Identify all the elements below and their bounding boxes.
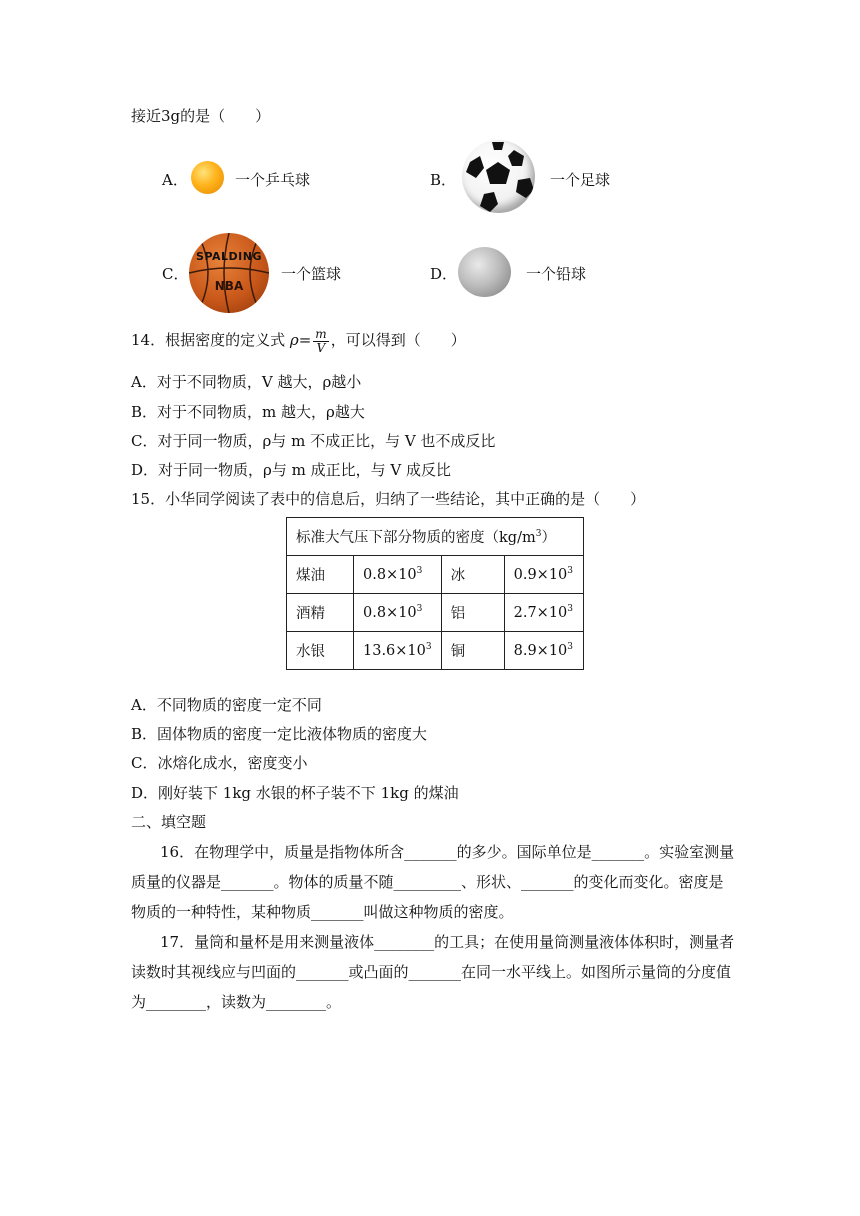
q15-option-b: B．固体物质的密度一定比液体物质的密度大	[131, 725, 428, 743]
q13-option-a-letter: A．	[162, 171, 188, 189]
q16-line-1: 16．在物理学中，质量是指物体所含_______的多少。国际单位是_______。实验室测量	[160, 843, 735, 861]
fraction-denominator: V	[316, 340, 326, 355]
q14-stem-post: ，可以得到（ ）	[330, 331, 466, 349]
q14-rho: ρ	[289, 331, 299, 349]
q14-number: 14．	[131, 331, 166, 349]
q13-option-d-letter: D．	[430, 265, 458, 283]
q14-option-a: A．对于不同物质，V 越大，ρ越小	[131, 373, 362, 391]
table-row	[287, 632, 584, 670]
table-row	[287, 518, 584, 556]
q17-line-3: 为________，读数为________。	[131, 993, 342, 1011]
table-cell: 煤油	[287, 556, 354, 594]
q17-line-2: 读数时其视线应与凹面的_______或凸面的_______在同一水平线上。如图所示量筒的分度值	[131, 963, 732, 981]
table-cell: $0.8\times 10^3$	[354, 594, 442, 632]
density-table	[286, 517, 584, 670]
q14-option-b: B．对于不同物质，m 越大，ρ越大	[131, 403, 365, 421]
section-heading-fill-in: 二、填空题	[131, 813, 207, 831]
q15-option-d: D．刚好装下 1kg 水银的杯子装不下 1kg 的煤油	[131, 784, 459, 802]
basketball-icon	[189, 233, 269, 313]
q17-line-1: 17．量筒和量杯是用来测量液体________的工具；在使用量筒测量液体体积时，测量者	[160, 933, 735, 951]
q13-option-b-letter: B．	[430, 171, 457, 189]
q16-line-2: 质量的仪器是_______。物体的质量不随_________、形状、_______的变化而变化。密度是	[131, 873, 724, 891]
q13-option-a-text: 一个乒乓球	[235, 171, 311, 189]
shot-put-icon	[458, 247, 511, 297]
q14-equals: =	[298, 331, 312, 349]
table-cell: 冰	[441, 556, 504, 594]
table-cell: $8.9\times 10^3$	[504, 632, 583, 670]
fraction-numerator: m	[315, 326, 327, 341]
table-cell: $13.6\times 10^3$	[354, 632, 442, 670]
q15-option-a: A．不同物质的密度一定不同	[131, 696, 322, 714]
q14-stem	[131, 326, 466, 355]
q15-stem: 15．小华同学阅读了表中的信息后，归纳了一些结论，其中正确的是（ ）	[131, 490, 646, 508]
q13-option-c-text: 一个篮球	[281, 265, 342, 283]
q15-option-c: C．冰熔化成水，密度变小	[131, 754, 308, 772]
table-row	[287, 556, 584, 594]
q16-line-3: 物质的一种特性，某种物质_______叫做这种物质的密度。	[131, 903, 514, 921]
table-cell: 酒精	[287, 594, 354, 632]
table-cell: 铝	[441, 594, 504, 632]
table-cell: $0.9\times 10^3$	[504, 556, 583, 594]
basketball-brand-logo: SPALDING	[196, 250, 262, 263]
density-formula-fraction	[313, 328, 328, 355]
q13-option-b-text: 一个足球	[550, 171, 611, 189]
table-cell: 水银	[287, 632, 354, 670]
soccer-ball-icon	[462, 140, 535, 213]
q14-option-c: C．对于同一物质，ρ与 m 不成正比，与 V 也不成反比	[131, 432, 496, 450]
table-cell: 铜	[441, 632, 504, 670]
q13-option-d-text: 一个铅球	[526, 265, 587, 283]
table-cell: $0.8\times 10^3$	[354, 556, 442, 594]
q14-stem-pre: 根据密度的定义式	[165, 331, 286, 349]
q13-stem: 接近3g的是（ ）	[131, 107, 271, 125]
table-title: 标准大气压下部分物质的密度$(kg/m^3)$	[287, 518, 584, 556]
ping-pong-ball-icon	[191, 161, 224, 194]
q14-option-d: D．对于同一物质，ρ与 m 成正比，与 V 成反比	[131, 461, 451, 479]
basketball-subbrand-logo: NBA	[214, 279, 244, 293]
q13-option-c-letter: C．	[162, 265, 189, 283]
table-cell: $2.7\times 10^3$	[504, 594, 583, 632]
table-row	[287, 594, 584, 632]
